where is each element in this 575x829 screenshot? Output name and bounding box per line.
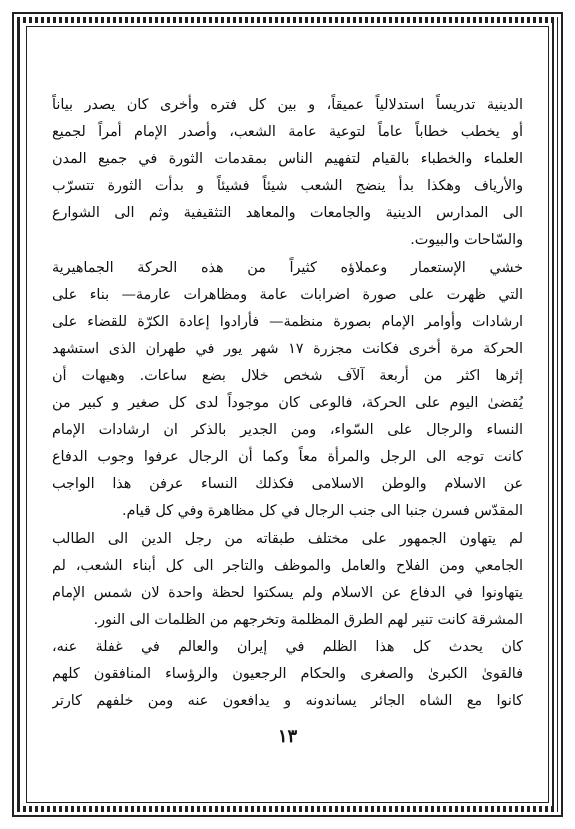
text-line: كان يحدث كل هذا الظلم في إيران والعالم في غفلة عنه، bbox=[52, 638, 523, 655]
text-line: عن الاسلام والوطن الاسلامى فكذلك النساء عرفن هذا الواجب bbox=[52, 476, 523, 493]
text-line: العلماء والخطباء بالقيام لتفهيم الناس بمقدمات الثورة في جميع المدن bbox=[52, 151, 523, 168]
text-line: يُقضىٰ اليوم على الحركة، فالوعى كان موجوداً لدى كل صغير و كبير من bbox=[52, 395, 523, 412]
text-line: كانت توجه الى الرجل والمرأة معاً وكما أن الرجال عرفوا وجوب الدفاع bbox=[52, 449, 523, 466]
text-line: المقدّس فسرن جنبا الى جنب الرجال في كل مظاهرة وفي كل قيام. bbox=[121, 503, 523, 520]
body-text bbox=[52, 92, 523, 714]
text-line: فالقوىٰ الكبرىٰ والصغرى والحكام الرجعيون والرؤساء المنافقون كلهم bbox=[52, 665, 523, 682]
text-line: الى المدارس الدينية والجامعات والمعاهد التثقيفية وثم الى الشوارع bbox=[52, 205, 523, 222]
text-line: خشي الإستعمار وعملاؤه كثيراً من هذه الحركة الجماهيرية bbox=[52, 259, 523, 276]
text-line: لم يتهاون الجمهور على مختلف طبقاته من رجل الدين الى الطالب bbox=[52, 530, 523, 547]
text-line: الجامعي ومن الفلاح والعامل والموظف والتاجر الى كل أبناء الشعب، لم bbox=[52, 557, 523, 574]
text-line: الحركة مرة أخرى فكانت مجزرة ١٧ شهر يور في طهران الذى استشهد bbox=[52, 340, 523, 357]
text-line: أو يخطب خطاباً عاماً لتوعية عامة الشعب، وأصدر الإمام أمراً لجميع bbox=[52, 124, 523, 141]
page-number: ١٣ bbox=[277, 726, 298, 747]
text-line: كانوا مع الشاه الجائر يساندونه و يدافعون عنه ومن خلفهم كارتر bbox=[52, 693, 523, 710]
text-line: والسّاحات والبيوت. bbox=[410, 232, 523, 249]
text-line: النساء والرجال على السّواء، ومن الجدير بالذكر ان ارشادات الإمام bbox=[52, 422, 523, 439]
text-line: إثرها اكثر من أربعة آلآف شخص خلال بضع ساعات. وهيهات أن bbox=[52, 367, 523, 384]
text-line: ارشادات وأوامر الإمام بصورة منظمة— فأرادوا إعادة الكرّة للقضاء على bbox=[52, 313, 523, 330]
text-line: الدينية تدريساً استدلالياً عميقاً، و بين كل فتره وأخرى كان يصدر بياناً bbox=[52, 97, 523, 113]
text-line: المشرقة كانت تنير لهم الطرق المظلمة وتخرجهم من الظلمات الى النور. bbox=[93, 611, 523, 628]
text-line: والأرياف وهكذا بدأ ينضج الشعب شيئاً فشيئاً و بدأت الثورة تتسرّب bbox=[52, 178, 523, 195]
text-line: يتهاونوا في الدفاع عن الاسلام ولم يسكتوا لحظة واحدة لان شمس الإمام bbox=[52, 584, 523, 601]
text-line: التي ظهرت على صورة اضرابات عامة ومظاهرات عارمة— بناء على bbox=[52, 286, 523, 303]
